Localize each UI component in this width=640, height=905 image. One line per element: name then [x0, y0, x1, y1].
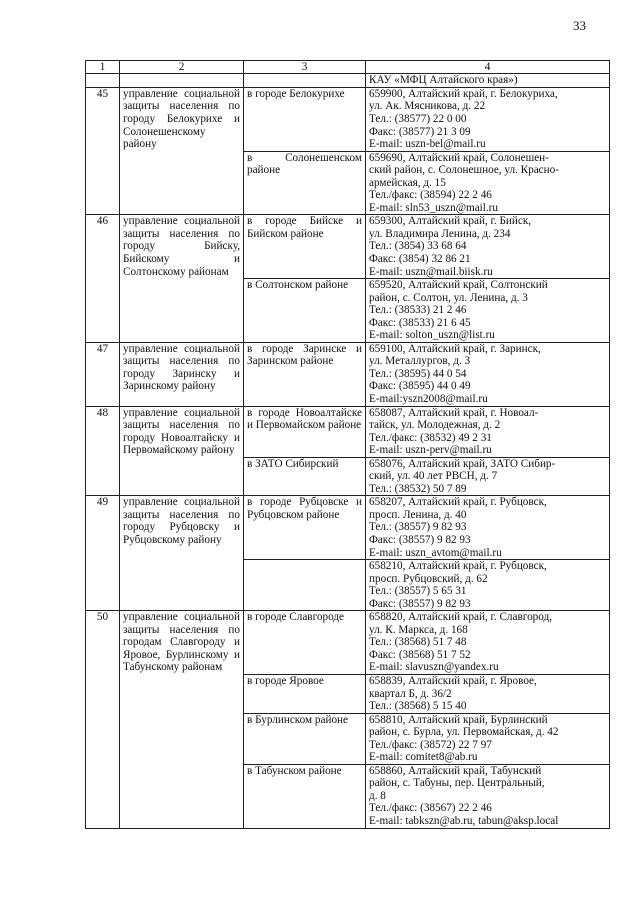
contact-line: E-mail: solton_uszn@list.ru [369, 329, 495, 342]
contact-line: армейская, д. 15 [369, 176, 446, 189]
contact-line: Тел.: (38557) 9 82 93 [369, 521, 467, 534]
table-row [86, 87, 610, 151]
contact-line: E-mail: comitet8@ab.ru [369, 751, 478, 764]
contact-line: Тел.: (38568) 5 15 40 [369, 700, 467, 713]
agency-name: управление социальной защиты населения по городу Рубцовску и Рубцовскому району [120, 496, 244, 611]
contact-info [366, 406, 610, 457]
contact-line: Тел.: (38595) 44 0 54 [369, 367, 467, 380]
contact-line: просп. Ленина, д. 40 [369, 508, 467, 521]
contact-line: 658076, Алтайский край, ЗАТО Сибир- [369, 457, 556, 470]
service-area: в ЗАТО Сибирский [244, 457, 366, 496]
contact-line: 658087, Алтайский край, г. Новоал- [369, 406, 539, 419]
column-number: 4 [366, 61, 610, 74]
contact-line: E-mail: sln53_uszn@mail.ru [369, 201, 498, 214]
contact-line: Факс: (38533) 21 6 45 [369, 316, 471, 329]
contact-line: 659520, Алтайский край, Солтонский [369, 279, 548, 292]
contact-line: район, с. Бурла, ул. Первомайская, д. 42 [369, 726, 559, 739]
contact-line: квартал Б, д. 36/2 [369, 687, 452, 700]
contact-line: Тел.: (38568) 51 7 48 [369, 636, 467, 649]
table-row [86, 496, 610, 560]
contact-line: Тел.: (38557) 5 65 31 [369, 585, 467, 598]
contact-line: Тел.: (38533) 21 2 46 [369, 304, 467, 317]
contact-line: Тел./факс: (38572) 22 7 97 [369, 738, 492, 751]
contact-line: ский, ул. 40 лет РВСН, д. 7 [369, 470, 498, 483]
column-number-row [86, 61, 610, 74]
table-row [86, 406, 610, 457]
contact-line: Тел.: (38532) 50 7 89 [369, 482, 467, 495]
contact-line: Тел./факс: (38532) 49 2 31 [369, 431, 492, 444]
contact-line: 659300, Алтайский край, г. Бийск, [369, 215, 532, 228]
contact-line: Факс: (38568) 51 7 52 [369, 648, 471, 661]
contact-info [366, 675, 610, 714]
contact-line: Тел.: (3854) 33 68 64 [369, 240, 467, 253]
column-number: 3 [244, 61, 366, 74]
service-area: в Солтонском районе [244, 279, 366, 343]
contact-line: Факс: (38557) 9 82 93 [369, 534, 471, 546]
row-number: 46 [86, 215, 120, 342]
contact-line: E-mail: tabkszn@ab.ru, tabun@aksp.local [369, 815, 559, 828]
contact-line: ул. К. Маркса, д. 168 [369, 623, 468, 636]
contact-line: E-mail: slavuszn@yandex.ru [369, 661, 499, 674]
contact-line: Факс: (38577) 21 3 09 [369, 125, 471, 138]
contact-info [366, 215, 610, 279]
service-area: в Бурлинском районе [244, 713, 366, 764]
row-number: 50 [86, 611, 120, 828]
contact-line: Тел./факс: (38567) 22 2 46 [369, 802, 492, 815]
contact-line: Факс: (38595) 44 0 49 [369, 380, 471, 393]
agency-name: управление социальной защиты населения по городу Заринску и Заринскому району [120, 342, 244, 406]
contact-line: 658860, Алтайский край, Табунский [369, 764, 542, 777]
service-area: в городе Славгороде [244, 611, 366, 675]
contact-line: ский район, с. Солонешное, ул. Красно- [369, 164, 559, 177]
table-row [86, 611, 610, 675]
service-area: в городе Заринске и Заринском районе [244, 342, 366, 406]
contact-info [366, 560, 610, 611]
service-area: в Табунском районе [244, 764, 366, 828]
contact-line: 659900, Алтайский край, г. Белокуриха, [369, 87, 558, 100]
contact-line: E-mail: uszn_avtom@mail.ru [369, 546, 502, 559]
contact-line: 658820, Алтайский край, г. Славгород, [369, 611, 553, 624]
contact-line: район, с. Солтон, ул. Ленина, д. 3 [369, 291, 528, 304]
agency-name: управление социальной защиты населения по городу Новоалтайску и Первомайскому району [120, 406, 244, 496]
contact-info [366, 279, 610, 343]
contact-info [366, 87, 610, 151]
contact-info [366, 713, 610, 764]
contact-line: ул. Металлургов, д. 3 [369, 355, 471, 368]
contact-line: ул. Владимира Ленина, д. 234 [369, 227, 511, 240]
continuation-text: КАУ «МФЦ Алтайского края») [366, 74, 610, 88]
service-area: в городе Белокурихе [244, 87, 366, 151]
contact-info [366, 611, 610, 675]
service-area: в Солонешенском районе [244, 151, 366, 215]
row-number: 45 [86, 87, 120, 214]
contact-line: просп. Рубцовский, д. 62 [369, 572, 488, 585]
column-number: 1 [86, 61, 120, 74]
service-area: в городе Рубцовске и Рубцовском районе [244, 496, 366, 560]
contact-line: 658810, Алтайский край, Бурлинский [369, 713, 548, 726]
contact-line: 658210, Алтайский край, г. Рубцовск, [369, 560, 547, 573]
contact-line: E-mail: uszn-perv@mail.ru [369, 444, 492, 457]
contact-line: Тел./факс: (38594) 22 2 46 [369, 189, 492, 202]
contact-line: E-mail:yszn2008@mail.ru [369, 392, 488, 405]
contact-info [366, 457, 610, 496]
contact-line: E-mail: uszn-bel@mail.ru [369, 138, 486, 151]
table-row [86, 342, 610, 406]
contact-info [366, 764, 610, 828]
column-number: 2 [120, 61, 244, 74]
contact-line: тайск, ул. Молодежная, д. 2 [369, 419, 501, 432]
contact-line: ул. Ак. Мясникова, д. 22 [369, 100, 486, 113]
continuation-row [86, 74, 610, 88]
agency-name: управление социальной защиты населения по городу Бийску, Бийскому и Солтонскому районам [120, 215, 244, 342]
service-area [244, 560, 366, 611]
contact-line: Факс: (3854) 32 86 21 [369, 252, 471, 265]
contact-line: Тел.: (38577) 22 0 00 [369, 112, 467, 125]
agency-name: управление социальной защиты населения по городам Славгороду и Яровое, Бурлинскому и Табунскому районам [120, 611, 244, 828]
contact-line: 658207, Алтайский край, г. Рубцовск, [369, 496, 547, 509]
agency-name: управление социальной защиты населения по городу Белокурихе и Солонешенскому району [120, 87, 244, 214]
contact-info [366, 496, 610, 560]
row-number: 49 [86, 496, 120, 611]
service-area: в городе Бийске и Бийском районе [244, 215, 366, 279]
contact-line: 658839, Алтайский край, г. Яровое, [369, 675, 537, 688]
contact-line: район, с. Табуны, пер. Центральный, [369, 777, 545, 790]
row-number: 47 [86, 342, 120, 406]
contact-info [366, 151, 610, 215]
row-number: 48 [86, 406, 120, 496]
contact-line: 659690, Алтайский край, Солонешен- [369, 151, 549, 164]
contact-line: Факс: (38557) 9 82 93 [369, 597, 471, 610]
social-protection-offices-table [85, 60, 610, 829]
service-area: в городе Яровое [244, 675, 366, 714]
contact-line: E-mail: uszn@mail.biisk.ru [369, 265, 493, 278]
contact-line: 659100, Алтайский край, г. Заринск, [369, 342, 541, 355]
contact-info [366, 342, 610, 406]
page-number: 33 [573, 18, 586, 33]
contact-line: д. 8 [369, 789, 386, 802]
table-row [86, 215, 610, 279]
service-area: в городе Новоалтайске и Первомайском районе [244, 406, 366, 457]
